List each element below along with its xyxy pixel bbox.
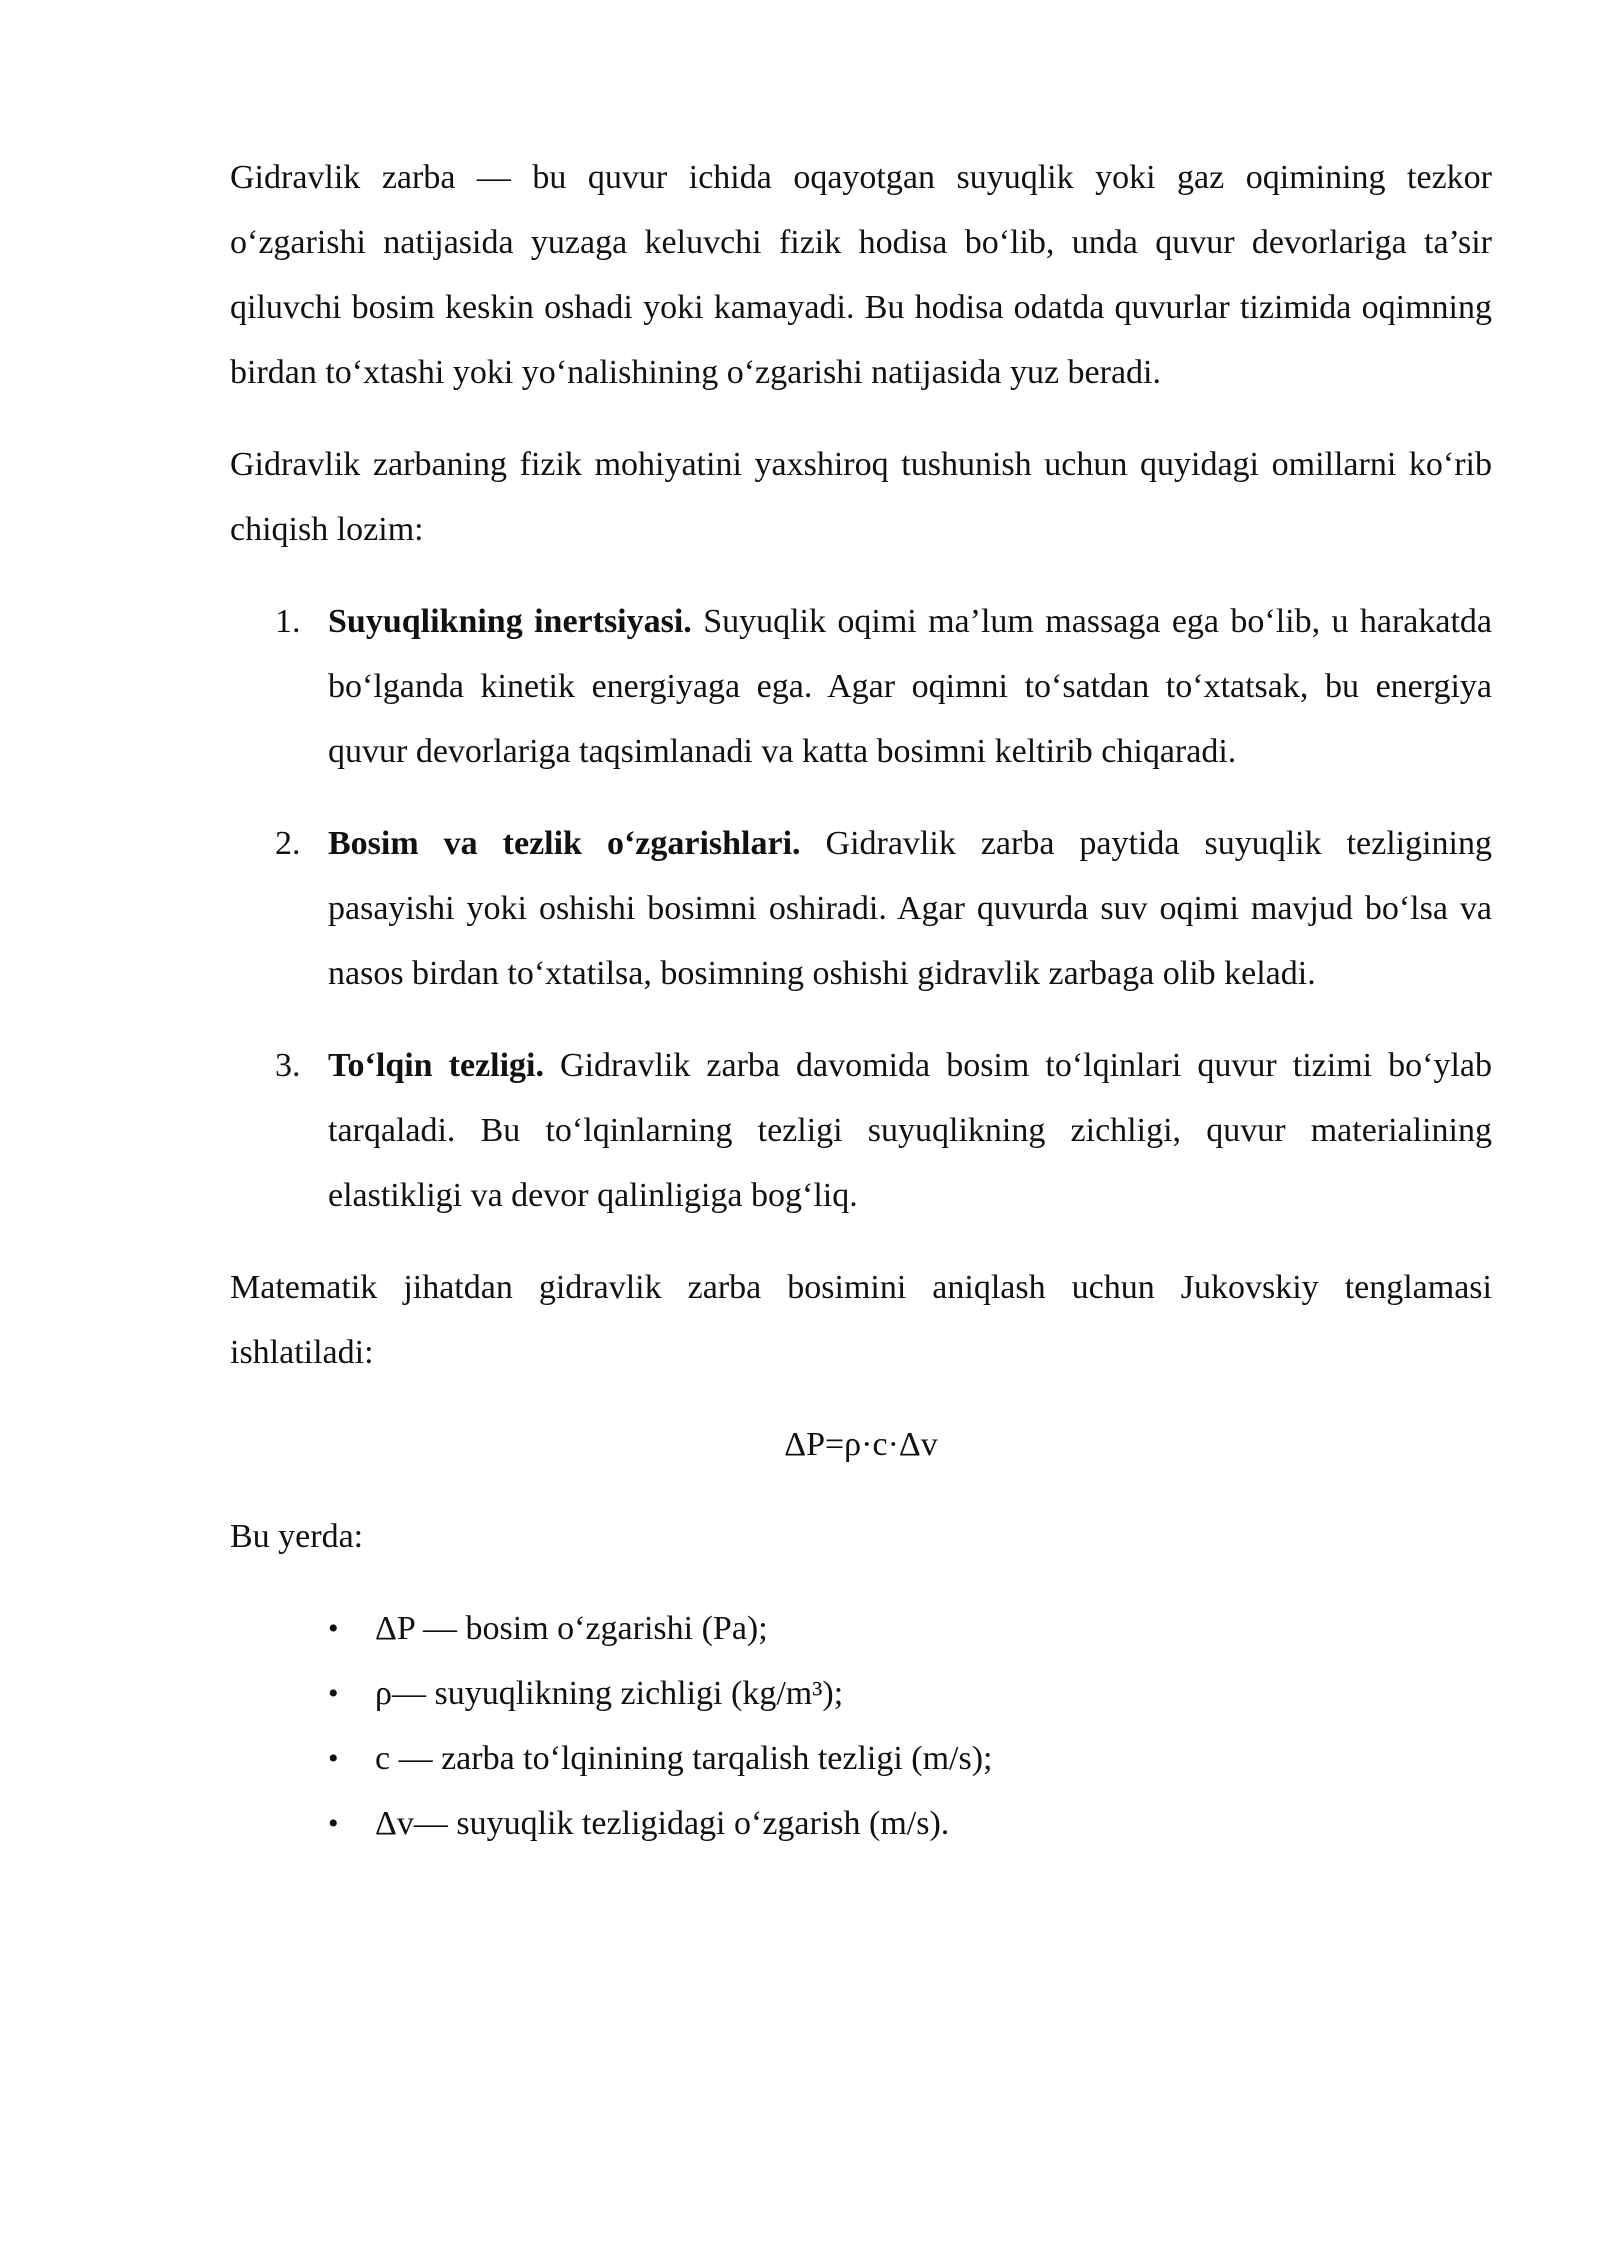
document-page xyxy=(230,145,1492,1856)
list-item xyxy=(230,1596,1492,1661)
variable-text: Δv— suyuqlik tezligidagi o‘zgarish (m/s). xyxy=(375,1805,950,1842)
variable-text: c — zarba to‘lqinining tarqalish tezligi (m/s); xyxy=(375,1740,993,1777)
factor-title: Bosim va tezlik o‘zgarishlari. xyxy=(328,825,801,862)
factor-text: Gidravlik zarba paytida suyuqlik tezligining pasayishi yoki oshishi bosimni oshiradi. Agar quvurda suv oqimi mavjud bo‘lsa va nasos birdan to‘xtatilsa, bosimning oshishi gidravlik zarbaga olib keladi. xyxy=(328,825,1492,992)
factor-title: To‘lqin tezligi. xyxy=(328,1047,544,1084)
list-item xyxy=(230,811,1492,1006)
variable-text: ρ— suyuqlikning zichligi (kg/m³); xyxy=(375,1675,844,1712)
bullet-icon: • xyxy=(328,1742,339,1775)
list-item xyxy=(230,1661,1492,1726)
jukovskiy-formula: ΔP=ρ·c·Δv xyxy=(784,1426,938,1463)
list-item xyxy=(230,589,1492,784)
factor-text: Gidravlik zarba davomida bosim to‘lqinlari quvur tizimi bo‘ylab tarqaladi. Bu to‘lqinlarning tezligi suyuqlikning zichligi, quvur materialining elastikligi va devor qalinligiga bog‘liq. xyxy=(328,1047,1492,1214)
math-lead-paragraph: Matematik jihatdan gidravlik zarba bosimini aniqlash uchun Jukovskiy tenglamasi ishlatiladi: xyxy=(230,1269,1492,1371)
list-number: 2. xyxy=(275,825,301,862)
factor-text: Suyuqlik oqimi ma’lum massaga ega bo‘lib, u harakatda bo‘lganda kinetik energiyaga ega. Agar oqimni to‘satdan to‘xtatsak, bu energiya quvur devorlariga taqsimlanadi va katta bosimni keltirib chiqaradi. xyxy=(328,603,1492,770)
variable-text: ΔP — bosim o‘zgarishi (Pa); xyxy=(375,1610,768,1647)
factor-title: Suyuqlikning inertsiyasi. xyxy=(328,603,692,640)
list-number: 3. xyxy=(275,1047,301,1084)
list-item xyxy=(230,1033,1492,1228)
bullet-icon: • xyxy=(328,1677,339,1710)
factors-lead-paragraph: Gidravlik zarbaning fizik mohiyatini yaxshiroq tushunish uchun quyidagi omillarni ko‘rib chiqish lozim: xyxy=(230,446,1492,548)
variables-list xyxy=(230,1596,1492,1856)
list-number: 1. xyxy=(275,603,301,640)
intro-paragraph: Gidravlik zarba — bu quvur ichida oqayotgan suyuqlik yoki gaz oqimining tezkor o‘zgarishi natijasida yuzaga keluvchi fizik hodisa bo‘lib, unda quvur devorlariga ta’sir qiluvchi bosim keskin oshadi yoki kamayadi. Bu hodisa odatda quvurlar tizimida oqimning birdan to‘xtashi yoki yo‘nalishining o‘zgarishi natijasida yuz beradi. xyxy=(230,159,1492,391)
bullet-icon: • xyxy=(328,1612,339,1645)
where-label: Bu yerda: xyxy=(230,1518,364,1555)
bullet-icon: • xyxy=(328,1807,339,1840)
list-item xyxy=(230,1726,1492,1791)
list-item xyxy=(230,1791,1492,1856)
factors-list xyxy=(230,589,1492,1228)
